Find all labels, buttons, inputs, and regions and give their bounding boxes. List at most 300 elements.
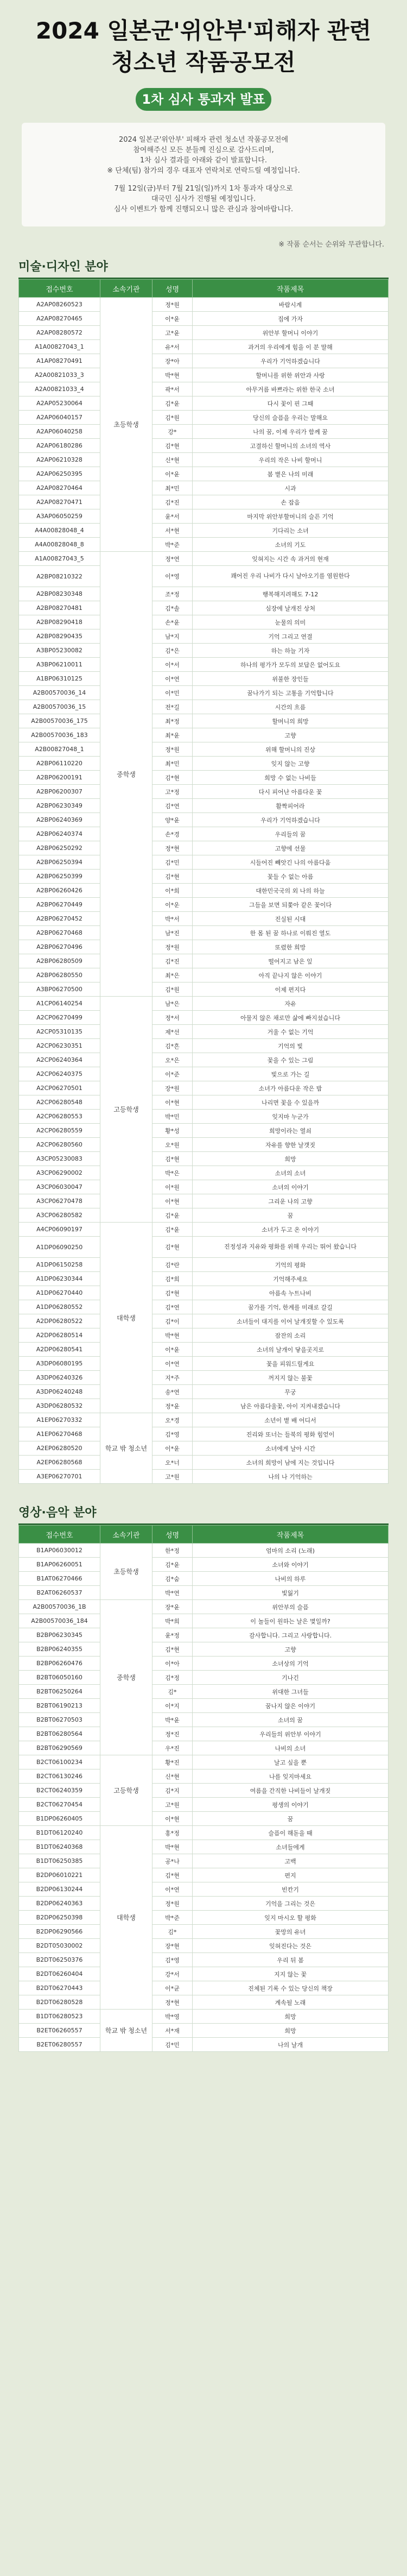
table-row: [19, 1039, 389, 1053]
work-title-cell: 기억을 그리는 것은: [193, 1897, 389, 1911]
entry-number-cell: A3EP06270701: [19, 1470, 100, 1484]
intro-line: 참여해주신 모든 분들께 진심으로 감사드리며,: [133, 146, 274, 154]
intro-line: 대국민 심사가 진행될 예정입니다.: [151, 195, 256, 203]
entry-number-cell: A2BP06270452: [19, 912, 100, 926]
name-cell: 김*은: [152, 644, 193, 658]
work-title-cell: 여름을 간직한 나비들이 날개짓: [193, 1784, 389, 1798]
table-row: [19, 566, 389, 587]
entry-number-cell: B2DP06290566: [19, 1925, 100, 1939]
name-cell: 이*윤: [152, 1343, 193, 1357]
entry-number-cell: A2AP08270465: [19, 312, 100, 326]
table-row: [19, 1314, 389, 1328]
header-entry-number: 접수번호: [19, 280, 100, 298]
table-row: [19, 1286, 389, 1300]
name-cell: 최*은: [152, 968, 193, 982]
entry-number-cell: A2CP06270501: [19, 1081, 100, 1095]
work-title-cell: 아물지 않은 채로만 삶에 빠지셨습니다: [193, 1011, 389, 1025]
table-row: [19, 1911, 389, 1925]
entry-number-cell: A3AP06050259: [19, 509, 100, 524]
work-title-cell: 우리 뒤 봄: [193, 1953, 389, 1967]
entry-number-cell: A2BP06280550: [19, 968, 100, 982]
work-title-cell: 나의 꿈, 이제 우리가 함께 꿈: [193, 425, 389, 439]
name-cell: 김*윤: [152, 1223, 193, 1237]
entry-number-cell: A2BP06250292: [19, 841, 100, 855]
entry-number-cell: A2BP08270481: [19, 601, 100, 615]
work-title-cell: 나비의 하루: [193, 1572, 389, 1586]
table-row: [19, 1371, 389, 1385]
name-cell: 조*정: [152, 587, 193, 601]
work-title-cell: 꿈: [193, 1812, 389, 1826]
work-title-cell: 남은 아름다울꽃, 아이 지켜내겠습니다: [193, 1399, 389, 1413]
work-title-cell: 하나의 평가가 모두의 보답은 없어도요: [193, 658, 389, 672]
entry-number-cell: A3CP06270478: [19, 1194, 100, 1208]
name-cell: 곽*서: [152, 382, 193, 396]
name-cell: 김*민: [152, 2038, 193, 2052]
work-title-cell: 소녀와 이야기: [193, 1558, 389, 1572]
header-entry-number: 접수번호: [19, 1526, 100, 1544]
section-title-av: 영상·음악 분야: [18, 1500, 389, 1525]
table-row: [19, 799, 389, 813]
entry-number-cell: A1DP06230344: [19, 1272, 100, 1286]
work-title-cell: 소녀의 기도: [193, 538, 389, 552]
entry-number-cell: A2CP06280559: [19, 1124, 100, 1138]
work-title-cell: 당신의 슬픔을 우리는 말해요: [193, 411, 389, 425]
name-cell: 장*아: [152, 354, 193, 368]
table-row: [19, 728, 389, 742]
name-cell: 지*주: [152, 1371, 193, 1385]
entry-number-cell: A3DP06240326: [19, 1371, 100, 1385]
table-row: [19, 312, 389, 326]
work-title-cell: 지지 않는 꽃: [193, 1967, 389, 1981]
work-title-cell: 아름속 누트나비: [193, 1286, 389, 1300]
table-row: [19, 2024, 389, 2038]
affiliation-cell: 중학생: [100, 552, 152, 997]
name-cell: 김*윤: [152, 1208, 193, 1223]
name-cell: 전*길: [152, 700, 193, 714]
work-title-cell: 희망 수 없는 나비들: [193, 771, 389, 785]
work-title-cell: 우리가 기억하겠습니다: [193, 354, 389, 368]
work-title-cell: 위안부 할머니 이야기: [193, 326, 389, 340]
entry-number-cell: B2BT06280564: [19, 1727, 100, 1741]
work-title-cell: 희망: [193, 1152, 389, 1166]
entry-number-cell: B2CT06100234: [19, 1755, 100, 1769]
entry-number-cell: A2AP05230064: [19, 396, 100, 411]
entry-number-cell: A3BP06270500: [19, 982, 100, 997]
entry-number-cell: B1AP06260051: [19, 1558, 100, 1572]
entry-number-cell: A3CP05230083: [19, 1152, 100, 1166]
table-row: [19, 714, 389, 728]
work-title-cell: 바람시계: [193, 298, 389, 312]
name-cell: 김*현: [152, 1152, 193, 1166]
work-title-cell: 위안부의 슬픔: [193, 1600, 389, 1614]
entry-number-cell: A2AP08270471: [19, 495, 100, 509]
entry-number-cell: A2EP06280520: [19, 1441, 100, 1456]
table-row: [19, 1011, 389, 1025]
work-title-cell: 소녀의 이야기: [193, 1180, 389, 1194]
table-row: [19, 1357, 389, 1371]
work-title-cell: 꽃을 피워드릴게요: [193, 1357, 389, 1371]
work-title-cell: 소녀가 아름다운 작은 밤: [193, 1081, 389, 1095]
name-cell: 황*진: [152, 1755, 193, 1769]
name-cell: 오*너: [152, 1456, 193, 1470]
table-row: [19, 1124, 389, 1138]
entry-number-cell: A2BP08290435: [19, 629, 100, 644]
table-row: [19, 841, 389, 855]
work-title-cell: 위해 할머니의 진상: [193, 742, 389, 757]
name-cell: 박*준: [152, 1911, 193, 1925]
name-cell: 박*현: [152, 368, 193, 382]
entry-number-cell: A4CP06090197: [19, 1223, 100, 1237]
work-title-cell: 평생의 이야기: [193, 1798, 389, 1812]
table-row: [19, 1385, 389, 1399]
work-title-cell: 진정성과 지유와 평화를 위해 우리는 뛰어 왔습니다: [193, 1237, 389, 1258]
table-row: [19, 1067, 389, 1081]
table-row: [19, 1854, 389, 1868]
entry-number-cell: A2CP06230351: [19, 1039, 100, 1053]
entry-number-cell: A2BP06200191: [19, 771, 100, 785]
name-cell: 김*: [152, 1685, 193, 1699]
table-row: [19, 884, 389, 898]
entry-number-cell: B1DT06280523: [19, 2010, 100, 2024]
intro-line: 1차 심사 결과를 아래와 같이 발표합니다.: [140, 156, 267, 165]
work-title-cell: 아무거름 바쁘라는 위한 한국 소녀: [193, 382, 389, 396]
entry-number-cell: A1CP06140254: [19, 997, 100, 1011]
work-title-cell: 고향: [193, 728, 389, 742]
name-cell: 박*현: [152, 1840, 193, 1854]
work-title-cell: 진체된 기록 수 있는 당신의 책장: [193, 1981, 389, 1995]
name-cell: 손*윤: [152, 615, 193, 629]
table-header-row: [19, 280, 389, 298]
work-title-cell: 시간의 흐름: [193, 700, 389, 714]
entry-number-cell: B2BT06050160: [19, 1671, 100, 1685]
name-cell: 신*현: [152, 1769, 193, 1784]
table-row: [19, 2038, 389, 2052]
name-cell: 정*원: [152, 298, 193, 312]
work-title-cell: 나리면 꽃을 수 있을까: [193, 1095, 389, 1110]
name-cell: 최*윤: [152, 728, 193, 742]
entry-number-cell: A2BP06240369: [19, 813, 100, 827]
name-cell: 최*민: [152, 757, 193, 771]
intro-line: 심사 이벤트가 함께 진행되오니 많은 관심과 참여바랍니다.: [113, 205, 294, 213]
table-row: [19, 552, 389, 566]
name-cell: 서*재: [152, 2024, 193, 2038]
name-cell: 김*원: [152, 411, 193, 425]
header-affiliation: 소속기관: [100, 1526, 152, 1544]
name-cell: 김*현: [152, 1868, 193, 1882]
work-title-cell: 소녀가 두고 온 이야기: [193, 1223, 389, 1237]
work-title-cell: 시들어진 빼앗긴 나의 아름다움: [193, 855, 389, 870]
name-cell: 김*윤: [152, 396, 193, 411]
name-cell: 김*현: [152, 771, 193, 785]
work-title-cell: 희망이라는 열쇠: [193, 1124, 389, 1138]
name-cell: 윤*서: [152, 509, 193, 524]
entry-number-cell: A2AP08270464: [19, 481, 100, 495]
entry-number-cell: A1EP06270332: [19, 1413, 100, 1427]
work-title-cell: 거울 수 없는 기억: [193, 1025, 389, 1039]
work-title-cell: 날고 싶을 뿐: [193, 1755, 389, 1769]
entry-number-cell: A2BP06230349: [19, 799, 100, 813]
entry-number-cell: A2CP06270499: [19, 1011, 100, 1025]
affiliation-cell: 고등학생: [100, 997, 152, 1223]
table-row: [19, 658, 389, 672]
name-cell: 김*희: [152, 1272, 193, 1286]
table-row: [19, 1642, 389, 1657]
work-title-cell: 기억해주세요: [193, 1272, 389, 1286]
entry-number-cell: A3CP06030047: [19, 1180, 100, 1194]
work-title-cell: 우리들의 위안부 이야기: [193, 1727, 389, 1741]
work-title-cell: 꺼지지 않는 불꽃: [193, 1371, 389, 1385]
name-cell: 김*현: [152, 1237, 193, 1258]
entry-number-cell: A2BP06280509: [19, 954, 100, 968]
table-row: [19, 1769, 389, 1784]
table-row: [19, 1741, 389, 1755]
name-cell: 정*진: [152, 1727, 193, 1741]
name-cell: 박*은: [152, 1166, 193, 1180]
name-cell: 이*민: [152, 686, 193, 700]
name-cell: 오*원: [152, 1138, 193, 1152]
work-title-cell: 할머니의 희망: [193, 714, 389, 728]
work-title-cell: 떨어지고 남은 잎: [193, 954, 389, 968]
work-title-cell: 꽃들 수 없는 아름: [193, 870, 389, 884]
entry-number-cell: A2CP06240364: [19, 1053, 100, 1067]
entry-number-cell: B2BP06260476: [19, 1657, 100, 1671]
table-row: [19, 997, 389, 1011]
name-cell: 신*현: [152, 453, 193, 467]
work-title-cell: 고향: [193, 1642, 389, 1657]
work-title-cell: 나의 나 기억하는: [193, 1470, 389, 1484]
table-row: [19, 1544, 389, 1558]
entry-number-cell: A2BP06260426: [19, 884, 100, 898]
table-row: [19, 601, 389, 615]
name-cell: 양*윤: [152, 813, 193, 827]
work-title-cell: 슬픔이 해돋을 때: [193, 1826, 389, 1840]
work-title-cell: 위대한 그녀들: [193, 1685, 389, 1699]
table-row: [19, 509, 389, 524]
name-cell: 김*영: [152, 1427, 193, 1441]
entry-number-cell: A1EP06270468: [19, 1427, 100, 1441]
name-cell: 김*원: [152, 982, 193, 997]
table-row: [19, 1727, 389, 1741]
table-row: [19, 1953, 389, 1967]
work-title-cell: 봄 볕은 나의 미래: [193, 467, 389, 481]
name-cell: 정*원: [152, 940, 193, 954]
work-title-cell: 집에 가자: [193, 312, 389, 326]
entry-number-cell: B2BP06230345: [19, 1628, 100, 1642]
table-row: [19, 629, 389, 644]
name-cell: 김*영: [152, 1953, 193, 1967]
work-title-cell: 꿈나지 않은 이야기: [193, 1699, 389, 1713]
table-row: [19, 686, 389, 700]
work-title-cell: 빛잃기: [193, 1586, 389, 1600]
entry-number-cell: A2B00570036_184: [19, 1614, 100, 1628]
table-row: [19, 1343, 389, 1357]
work-title-cell: 소녀의 꿈: [193, 1713, 389, 1727]
entry-number-cell: A2BP06270449: [19, 898, 100, 912]
affiliation-cell: 초등학생: [100, 298, 152, 552]
table-row: [19, 467, 389, 481]
entry-number-cell: A2BP08230348: [19, 587, 100, 601]
name-cell: 오*경: [152, 1413, 193, 1427]
name-cell: 김*정: [152, 1671, 193, 1685]
name-cell: 김*진: [152, 954, 193, 968]
work-title-cell: 마지막 위안부할머니의 슬픈 기억: [193, 509, 389, 524]
work-title-cell: 소녀에게 날아 시간: [193, 1441, 389, 1456]
work-title-cell: 그리운 나의 고향: [193, 1194, 389, 1208]
table-row: [19, 742, 389, 757]
name-cell: 김*현: [152, 439, 193, 453]
entry-number-cell: B2AT06260537: [19, 1586, 100, 1600]
header-work-title: 작품제목: [193, 1526, 389, 1544]
entry-number-cell: B1DT06250385: [19, 1854, 100, 1868]
table-row: [19, 1840, 389, 1854]
work-title-cell: 진리와 또너는 들북의 평화 힘얻이: [193, 1427, 389, 1441]
name-cell: 정*윤: [152, 1399, 193, 1413]
name-cell: 정*현: [152, 1995, 193, 2010]
work-title-cell: 다시 꽃이 핀 그때: [193, 396, 389, 411]
name-cell: 황*성: [152, 1124, 193, 1138]
work-title-cell: 눈물의 의미: [193, 615, 389, 629]
name-cell: 정*원: [152, 742, 193, 757]
name-cell: 최*민: [152, 481, 193, 495]
entry-number-cell: B2DT06270443: [19, 1981, 100, 1995]
name-cell: 이*준: [152, 1067, 193, 1081]
name-cell: 강*서: [152, 1967, 193, 1981]
name-cell: 한*정: [152, 1544, 193, 1558]
name-cell: 이*원: [152, 1180, 193, 1194]
name-cell: 유*서: [152, 340, 193, 354]
table-row: [19, 1628, 389, 1642]
entry-number-cell: A2AP06210328: [19, 453, 100, 467]
table-row: [19, 2010, 389, 2024]
intro-line: 7월 12일(금)부터 7월 21일(일)까지 1차 통과자 대상으로: [114, 185, 293, 193]
entry-number-cell: A2DP06280514: [19, 1328, 100, 1343]
work-title-cell: 자유: [193, 997, 389, 1011]
affiliation-cell: 학교 밖 청소년: [100, 1413, 152, 1484]
table-row: [19, 1413, 389, 1427]
name-cell: 이*윤: [152, 1441, 193, 1456]
table-row: [19, 340, 389, 354]
work-title-cell: 엄마의 소리 (노래): [193, 1544, 389, 1558]
table-row: [19, 615, 389, 629]
entry-number-cell: A1DP06270440: [19, 1286, 100, 1300]
table-row: [19, 382, 389, 396]
name-cell: 박*영: [152, 2010, 193, 2024]
entry-number-cell: A1DP06150258: [19, 1258, 100, 1272]
table-row: [19, 1897, 389, 1911]
name-cell: 정*서: [152, 1011, 193, 1025]
table-row: [19, 855, 389, 870]
work-title-cell: 자유를 향한 날갯짓: [193, 1138, 389, 1152]
work-title-cell: 우리의 작은 나비 할머니: [193, 453, 389, 467]
work-title-cell: 꽃망의 유녀: [193, 1925, 389, 1939]
entry-number-cell: A3DP06080195: [19, 1357, 100, 1371]
work-title-cell: 대한민국국의 외 나의 하늘: [193, 884, 389, 898]
table-row: [19, 1784, 389, 1798]
name-cell: 남*은: [152, 997, 193, 1011]
affiliation-cell: 학교 밖 청소년: [100, 2010, 152, 2052]
table-row: [19, 439, 389, 453]
table-row: [19, 1600, 389, 1614]
entry-number-cell: B2BT06250264: [19, 1685, 100, 1699]
work-title-cell: 희망: [193, 2024, 389, 2038]
work-title-cell: 빛으로 가는 길: [193, 1067, 389, 1081]
entry-number-cell: B2DP06250398: [19, 1911, 100, 1925]
name-cell: 손*경: [152, 827, 193, 841]
entry-number-cell: B2DP06130244: [19, 1882, 100, 1897]
table-row: [19, 538, 389, 552]
name-cell: 정*연: [152, 552, 193, 566]
name-cell: 김*숨: [152, 1572, 193, 1586]
name-cell: 이*연: [152, 1882, 193, 1897]
work-title-cell: 소녀상의 기억: [193, 1657, 389, 1671]
table-row: [19, 898, 389, 912]
entry-number-cell: B1DT06120240: [19, 1826, 100, 1840]
table-row: [19, 326, 389, 340]
header-name: 성명: [152, 280, 193, 298]
name-cell: 이*지: [152, 1699, 193, 1713]
table-row: [19, 1995, 389, 2010]
name-cell: 고*원: [152, 1470, 193, 1484]
name-cell: 김*이: [152, 1314, 193, 1328]
work-title-cell: 잊혀진다는 것은: [193, 1939, 389, 1953]
work-title-cell: 소녀들에게: [193, 1840, 389, 1854]
table-row: [19, 1470, 389, 1484]
page-title: [0, 0, 407, 78]
work-title-cell: 고결하신 할머니의 소녀의 역사: [193, 439, 389, 453]
intro-paragraph-1: [33, 135, 374, 176]
name-cell: 이*연: [152, 672, 193, 686]
entry-number-cell: B1DT06240368: [19, 1840, 100, 1854]
av-results-table: [18, 1525, 389, 2052]
entry-number-cell: A2BP08210322: [19, 566, 100, 587]
table-row: [19, 1110, 389, 1124]
entry-number-cell: B2DT06260404: [19, 1967, 100, 1981]
entry-number-cell: A2B00570036_15: [19, 700, 100, 714]
entry-number-cell: A2A00821033_4: [19, 382, 100, 396]
table-row: [19, 1882, 389, 1897]
entry-number-cell: A2B00570036_183: [19, 728, 100, 742]
table-row: [19, 1671, 389, 1685]
table-row: [19, 1237, 389, 1258]
entry-number-cell: B2BT06290569: [19, 1741, 100, 1755]
work-title-cell: 잠잔의 소리: [193, 1328, 389, 1343]
entry-number-cell: A2AP06180286: [19, 439, 100, 453]
entry-number-cell: B2ET06280557: [19, 2038, 100, 2052]
name-cell: 박*준: [152, 538, 193, 552]
work-title-cell: 꽃을 수 있는 그림: [193, 1053, 389, 1067]
name-cell: 김*민: [152, 855, 193, 870]
table-row: [19, 1300, 389, 1314]
name-cell: 이*아: [152, 1657, 193, 1671]
name-cell: 박*희: [152, 1614, 193, 1628]
entry-number-cell: A2BP06270496: [19, 940, 100, 954]
work-title-cell: 또렸한 희망: [193, 940, 389, 954]
entry-number-cell: A1BP06310125: [19, 672, 100, 686]
table-row: [19, 940, 389, 954]
result-badge: 1차 심사 통과자 발표: [136, 88, 271, 111]
name-cell: 장*원: [152, 1081, 193, 1095]
table-row: [19, 644, 389, 658]
table-row: [19, 495, 389, 509]
table-row: [19, 954, 389, 968]
table-row: [19, 771, 389, 785]
entry-number-cell: A2CP05310135: [19, 1025, 100, 1039]
table-row: [19, 1258, 389, 1272]
name-cell: 제*선: [152, 1025, 193, 1039]
entry-number-cell: B2BT06190213: [19, 1699, 100, 1713]
work-title-cell: 편지: [193, 1868, 389, 1882]
entry-number-cell: A1DP06090250: [19, 1237, 100, 1258]
